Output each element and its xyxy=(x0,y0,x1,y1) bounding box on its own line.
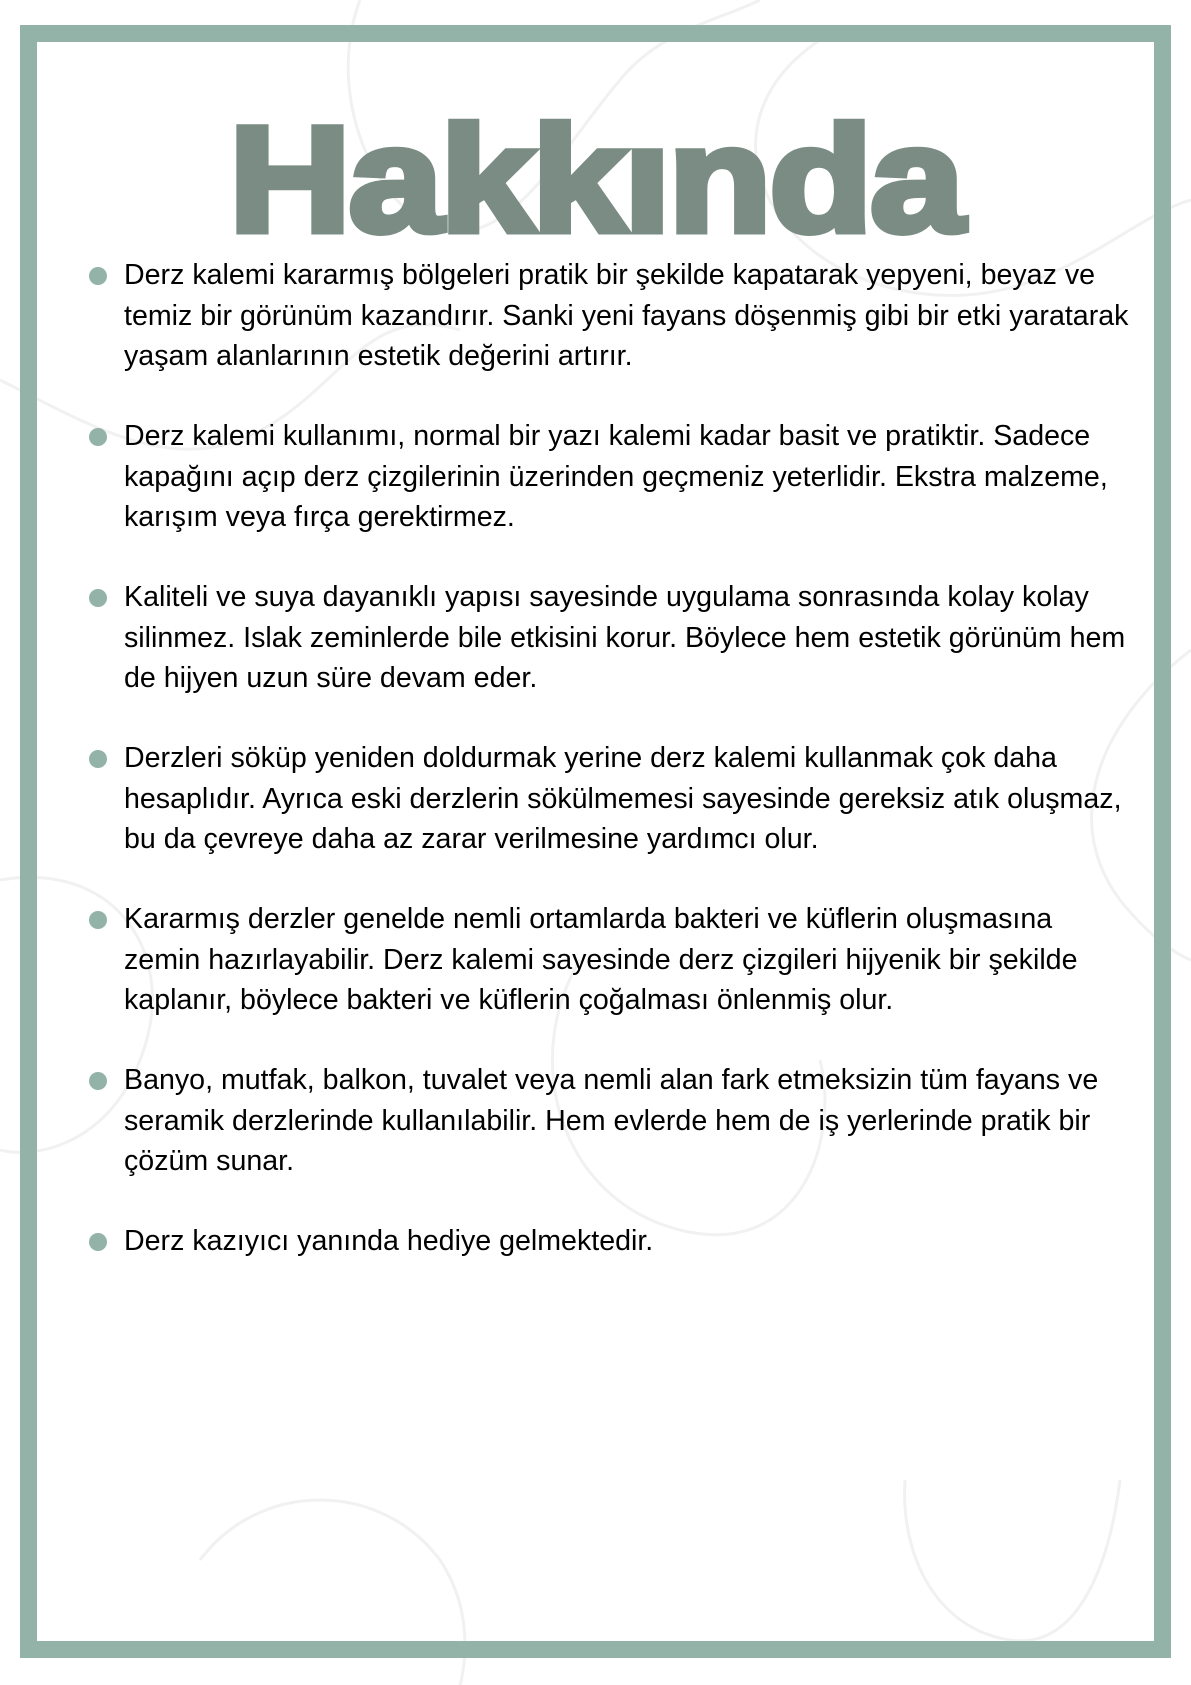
bullet-icon xyxy=(89,589,107,607)
list-item xyxy=(89,255,1129,377)
page-title: Hakkında xyxy=(229,95,962,263)
list-item-text: Derz kazıyıcı yanında hediye gelmektedir. xyxy=(124,1225,654,1257)
bullet-icon xyxy=(89,267,107,285)
list-item xyxy=(89,1060,1129,1182)
list-item-text: Derzleri söküp yeniden doldurmak yerine derz kalemi kullanmak çok daha hesaplıdır. Ayrıca eski derzlerin sökülmemesi sayesinde gereksiz atık oluşmaz, bu da çevreye daha az zarar verilmesine yardımcı olur. xyxy=(124,742,1122,855)
list-item-text: Derz kalemi kullanımı, normal bir yazı kalemi kadar basit ve pratiktir. Sadece kapağını açıp derz çizgilerinin üzerinden geçmeniz yeterlidir. Ekstra malzeme, karışım veya fırça gerektirmez. xyxy=(124,420,1108,533)
list-item-text: Banyo, mutfak, balkon, tuvalet veya nemli alan fark etmeksizin tüm fayans ve seramik derzlerinde kullanılabilir. Hem evlerde hem de iş yerlerinde pratik bir çözüm sunar. xyxy=(124,1064,1099,1177)
bullet-icon xyxy=(89,428,107,446)
bullet-icon xyxy=(89,1072,107,1090)
bullet-icon xyxy=(89,750,107,768)
feature-list xyxy=(89,255,1129,1301)
list-item xyxy=(89,1221,1129,1262)
list-item-text: Derz kalemi kararmış bölgeleri pratik bir şekilde kapatarak yepyeni, beyaz ve temiz bir görünüm kazandırır. Sanki yeni fayans döşenmiş gibi bir etki yaratarak yaşam alanlarının estetik değerini artırır. xyxy=(124,259,1129,372)
list-item-text: Kaliteli ve suya dayanıklı yapısı sayesinde uygulama sonrasında kolay kolay silinmez. Islak zeminlerde bile etkisini korur. Böylece hem estetik görünüm hem de hijyen uzun süre devam eder. xyxy=(124,581,1126,694)
list-item-text: Kararmış derzler genelde nemli ortamlarda bakteri ve küflerin oluşmasına zemin hazırlayabilir. Derz kalemi sayesinde derz çizgileri hijyenik bir şekilde kaplanır, böylece bakteri ve küflerin çoğalması önlenmiş olur. xyxy=(124,903,1078,1016)
list-item xyxy=(89,416,1129,538)
bullet-icon xyxy=(89,1233,107,1251)
list-item xyxy=(89,738,1129,860)
list-item xyxy=(89,577,1129,699)
list-item xyxy=(89,899,1129,1021)
bullet-icon xyxy=(89,911,107,929)
